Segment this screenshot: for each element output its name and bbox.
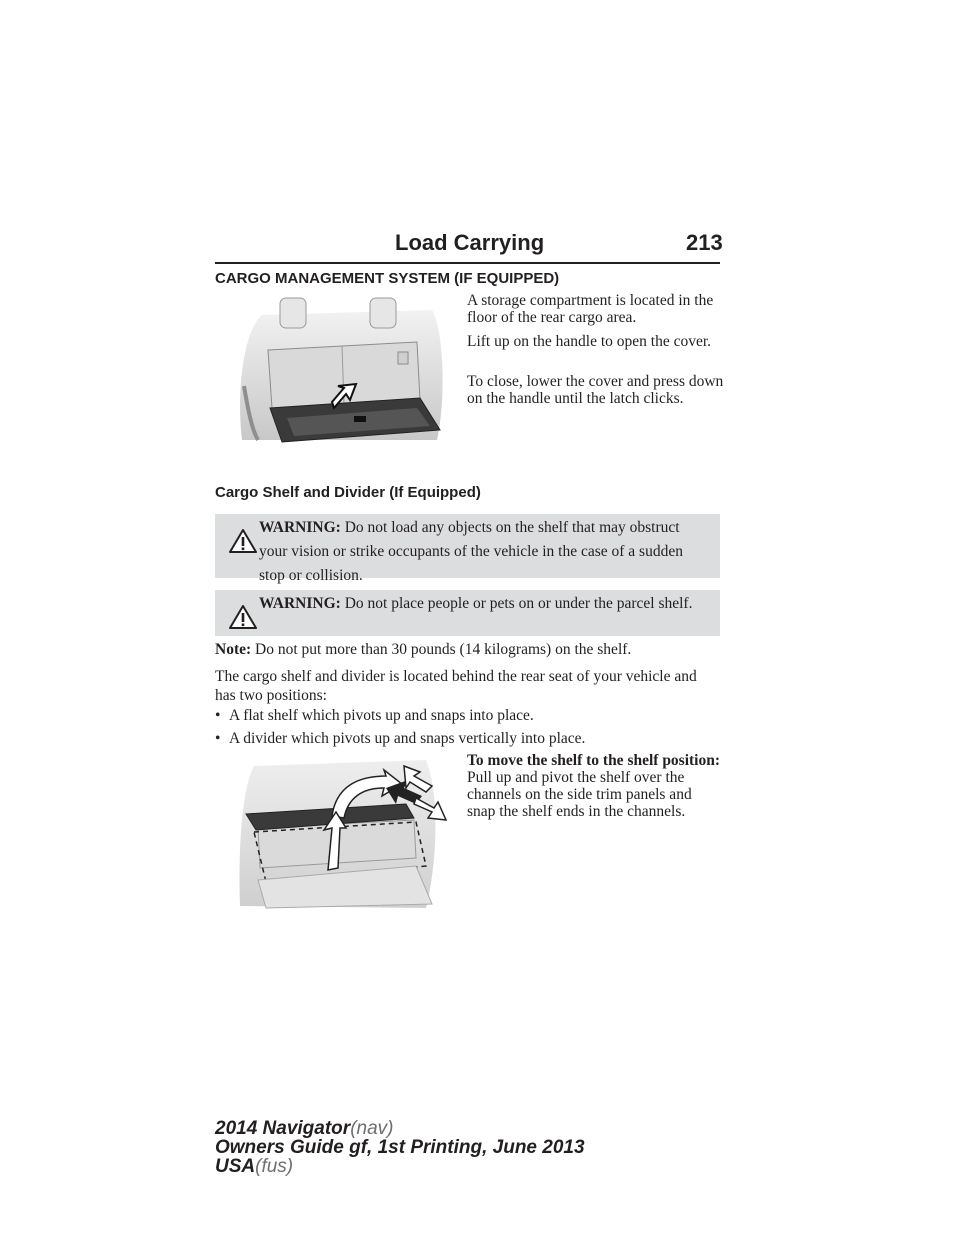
storage-close-text: To close, lower the cover and press down on the handle until the latch clicks. [467,373,724,407]
page-header-title: Load Carrying [395,230,545,255]
move-shelf-body: Pull up and pivot the shelf over the channels on the side trim panels and snap the shelf ends in the channels. [467,769,692,820]
note-body: Do not put more than 30 pounds (14 kilograms) on the shelf. [255,641,632,658]
footer-model: 2014 Navigator [215,1118,351,1139]
warning-box [215,514,720,584]
page-footer [215,1119,585,1176]
list-item-text: A flat shelf which pivots up and snaps into place. [229,707,534,724]
footer-market-code: (fus) [255,1156,294,1177]
list-item-text: A divider which pivots up and snaps vertically into place. [229,730,586,747]
warning-triangle-icon [229,604,257,630]
warning-triangle-icon [229,528,257,554]
storage-location-text: A storage compartment is located in the floor of the rear cargo area. [467,292,714,326]
cargo-area-illustration [232,290,454,450]
subsection-title: Cargo Shelf and Divider (If Equipped) [215,484,481,501]
list-item: • A divider which pivots up and snaps vertically into place. [215,730,586,747]
footer-market: USA [215,1156,256,1177]
warning-text: Do not load any objects on the shelf that may obstruct your vision or strike occupants of the vehicle in the case of a sudden stop or collision. [259,519,683,584]
footer-model-code: (nav) [350,1118,394,1139]
note-label: Note: [215,641,252,658]
warning-label: WARNING: [259,595,341,612]
header-divider [215,262,720,264]
page-number: 213 [686,230,723,255]
storage-open-text: Lift up on the handle to open the cover. [467,333,712,350]
list-item: • A flat shelf which pivots up and snaps into place. [215,707,534,724]
section-title: CARGO MANAGEMENT SYSTEM (IF EQUIPPED) [215,270,560,287]
footer-guide: Owners Guide gf, 1st Printing, June 2013 [215,1137,585,1158]
warning-box [215,590,720,636]
note-text [215,641,725,659]
move-shelf-text [467,752,722,820]
cargo-shelf-illustration [236,758,458,910]
warning-label: WARNING: [259,519,341,536]
shelf-intro-text: The cargo shelf and divider is located behind the rear seat of your vehicle and has two positions: [215,668,697,704]
warning-text: Do not place people or pets on or under the parcel shelf. [344,595,693,612]
move-shelf-label: To move the shelf to the shelf position: [467,752,721,769]
